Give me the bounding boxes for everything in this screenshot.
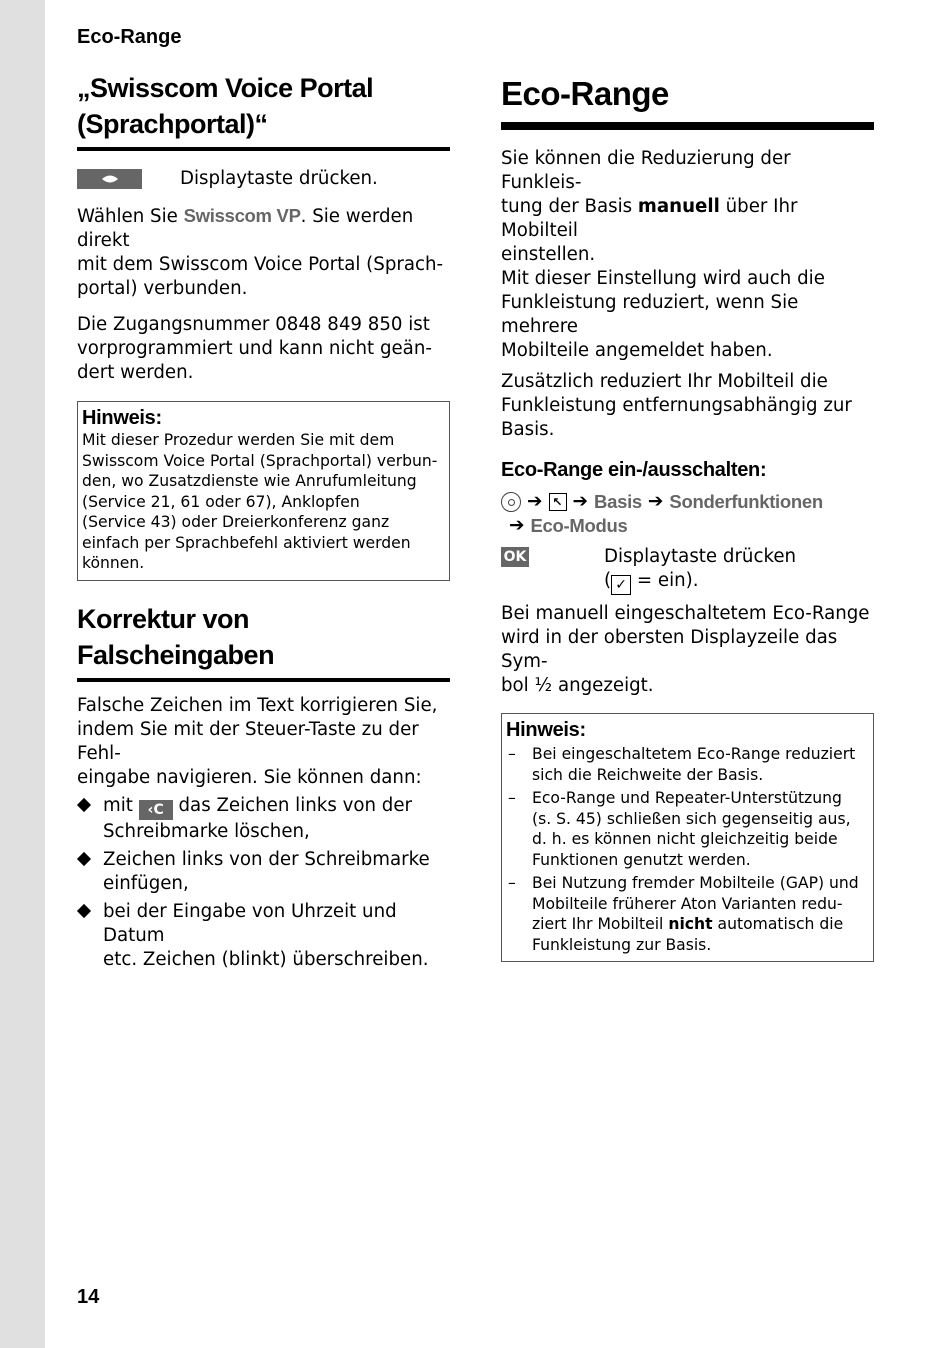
access-number-paragraph xyxy=(77,313,450,385)
list-item xyxy=(506,873,869,955)
text: ( xyxy=(604,570,612,591)
page-margin-band xyxy=(0,0,45,1348)
text: das Zeichen links von der xyxy=(178,794,413,816)
note-line: (Service 43) oder Dreierkonferenz ganz xyxy=(82,513,390,531)
note-line: Eco-Range und Repeater-Unterstützung xyxy=(532,789,842,807)
diamond-bullet-icon xyxy=(77,851,91,865)
dash-bullet: – xyxy=(508,789,516,807)
emphasis-text: nicht xyxy=(668,915,713,933)
voice-portal-heading xyxy=(77,70,450,151)
text: über Ihr Mobilteil xyxy=(501,196,798,241)
text: Zusätzlich reduziert Ihr Mobilteil die xyxy=(501,371,828,392)
text: Sie können die Reduzierung der Funkleis- xyxy=(501,148,791,193)
text: Displaytaste drücken xyxy=(604,546,797,567)
menu-item-eco-modus[interactable]: Eco-Modus xyxy=(530,515,628,536)
note-box-voice-portal xyxy=(77,401,450,581)
emphasis-text: manuell xyxy=(637,196,720,217)
right-column xyxy=(501,70,874,962)
menu-path xyxy=(501,490,874,514)
text: dert werden. xyxy=(77,362,194,383)
ok-key-icon[interactable]: OK xyxy=(501,547,529,567)
text: Mit dieser Einstellung wird auch die xyxy=(501,268,825,289)
text: portal) verbunden. xyxy=(77,278,248,299)
ok-key-row xyxy=(501,545,874,595)
text: bol xyxy=(501,675,535,696)
note-line: können. xyxy=(82,554,145,572)
arrow-right-icon: ➔ xyxy=(647,491,664,512)
diamond-bullet-icon xyxy=(77,903,91,917)
text: Funkleistung entfernungsabhängig zur xyxy=(501,395,852,416)
list-item xyxy=(506,788,869,870)
text: einstellen. xyxy=(501,244,596,265)
display-key-row xyxy=(77,167,450,191)
delete-key-icon[interactable]: ‹C xyxy=(139,800,173,820)
select-paragraph xyxy=(77,204,450,301)
list-item xyxy=(77,794,450,844)
text: bei der Eingabe von Uhrzeit und Datum xyxy=(103,900,397,946)
list-item xyxy=(506,744,869,785)
control-key-icon[interactable] xyxy=(501,492,521,512)
text: etc. Zeichen (blinkt) überschreiben. xyxy=(103,948,429,970)
arrow-right-icon: ➔ xyxy=(572,491,589,512)
note-line: Funktionen genutzt werden. xyxy=(532,850,751,869)
text: tung der Basis xyxy=(501,196,638,217)
text: einfügen, xyxy=(103,872,189,894)
note-line: Bei Nutzung fremder Mobilteile (GAP) und xyxy=(532,874,859,892)
display-key-icon[interactable] xyxy=(77,169,142,189)
list-item xyxy=(77,848,450,896)
menu-item-sonderfunktionen[interactable]: Sonderfunktionen xyxy=(669,491,823,512)
note-title: Hinweis: xyxy=(82,407,162,429)
text: wird in der obersten Displayzeile das Sym- xyxy=(501,627,838,672)
heading-line: „Swisscom Voice Portal xyxy=(77,73,374,103)
text: Bei manuell eingeschaltetem Eco-Range xyxy=(501,603,870,624)
eco-range-symbol-icon: ½ xyxy=(534,675,553,696)
text: Funkleistung reduziert, wenn Sie mehrere xyxy=(501,292,799,337)
correction-heading: Korrektur von Falscheingaben xyxy=(77,601,450,682)
note-line: einfach per Sprachbefehl aktiviert werden xyxy=(82,533,411,552)
menu-item-basis[interactable]: Basis xyxy=(594,491,642,512)
note-line: den, wo Zusatzdienste wie Anrufumleitung xyxy=(82,472,417,490)
note-line: Mobilteile früherer Aton Varianten redu- xyxy=(532,894,843,913)
ok-key-instruction xyxy=(604,545,796,595)
text: Zeichen links von der Schreibmarke xyxy=(103,848,430,870)
text: eingabe navigieren. Sie können dann: xyxy=(77,766,422,788)
text: = ein). xyxy=(631,570,699,591)
eco-range-heading: Eco-Range xyxy=(501,70,874,130)
note-text xyxy=(82,430,445,574)
note-line: d. h. es können nicht gleichzeitig beide xyxy=(532,830,838,848)
note-title: Hinweis: xyxy=(506,719,586,741)
text: Mobilteile angemeldet haben. xyxy=(501,340,773,361)
dash-bullet: – xyxy=(508,745,516,763)
note-line: Bei eingeschaltetem Eco-Range reduziert xyxy=(532,745,856,763)
correction-intro xyxy=(77,694,450,790)
note-line: Swisscom Voice Portal (Sprachportal) verbun- xyxy=(82,451,438,470)
eco-range-intro xyxy=(501,147,874,363)
text: indem Sie mit der Steuer-Taste zu der Fehl- xyxy=(77,718,419,764)
text: Falsche Zeichen im Text korrigieren Sie, xyxy=(77,694,438,716)
text: Schreibmarke löschen, xyxy=(103,820,310,842)
list-item xyxy=(77,900,450,972)
text: Die Zugangsnummer 0848 849 850 ist xyxy=(77,314,430,335)
running-header: Eco-Range xyxy=(77,26,182,48)
text: ziert Ihr Mobilteil xyxy=(532,915,669,933)
arrow-right-icon: ➔ xyxy=(509,515,525,536)
menu-path-continued xyxy=(501,514,874,538)
text: Basis. xyxy=(501,419,555,440)
left-column xyxy=(77,70,450,976)
note-line: (s. S. 45) schließen sich gegenseitig aus, xyxy=(532,809,851,828)
diamond-bullet-icon xyxy=(77,797,91,811)
text: automatisch die xyxy=(712,915,844,933)
settings-menu-icon[interactable]: ↖ xyxy=(549,493,567,511)
text: mit dem Swisscom Voice Portal (Sprach- xyxy=(77,254,444,275)
note-line: sich die Reichweite der Basis. xyxy=(532,765,764,784)
note-line xyxy=(532,914,869,935)
text: vorprogrammiert und kann nicht geän- xyxy=(77,338,432,359)
eco-range-additional xyxy=(501,370,874,442)
note-box-eco-range xyxy=(501,713,874,962)
note-line: (Service 21, 61 oder 67), Anklopfen xyxy=(82,492,360,511)
dash-bullet: – xyxy=(508,874,516,892)
eco-range-display-paragraph xyxy=(501,602,874,698)
heading-line: (Sprachportal)“ xyxy=(77,109,268,139)
checkbox-checked-icon: ✓ xyxy=(611,575,631,595)
display-key-instruction: Displaytaste drücken. xyxy=(180,168,378,189)
note-line: Funkleistung zur Basis. xyxy=(532,935,712,954)
eco-range-subheading: Eco-Range ein-/ausschalten: xyxy=(501,459,767,481)
note-list xyxy=(506,744,869,955)
note-line: Mit dieser Prozedur werden Sie mit dem xyxy=(82,431,395,449)
text: Wählen Sie xyxy=(77,206,184,227)
correction-list xyxy=(77,794,450,972)
text: angezeigt. xyxy=(552,675,654,696)
text: . Sie werden direkt xyxy=(77,206,414,251)
arrow-right-icon: ➔ xyxy=(527,491,543,512)
page-number: 14 xyxy=(77,1286,100,1308)
text: mit xyxy=(103,794,133,816)
menu-term-swisscom-vp: Swisscom VP xyxy=(183,205,301,226)
